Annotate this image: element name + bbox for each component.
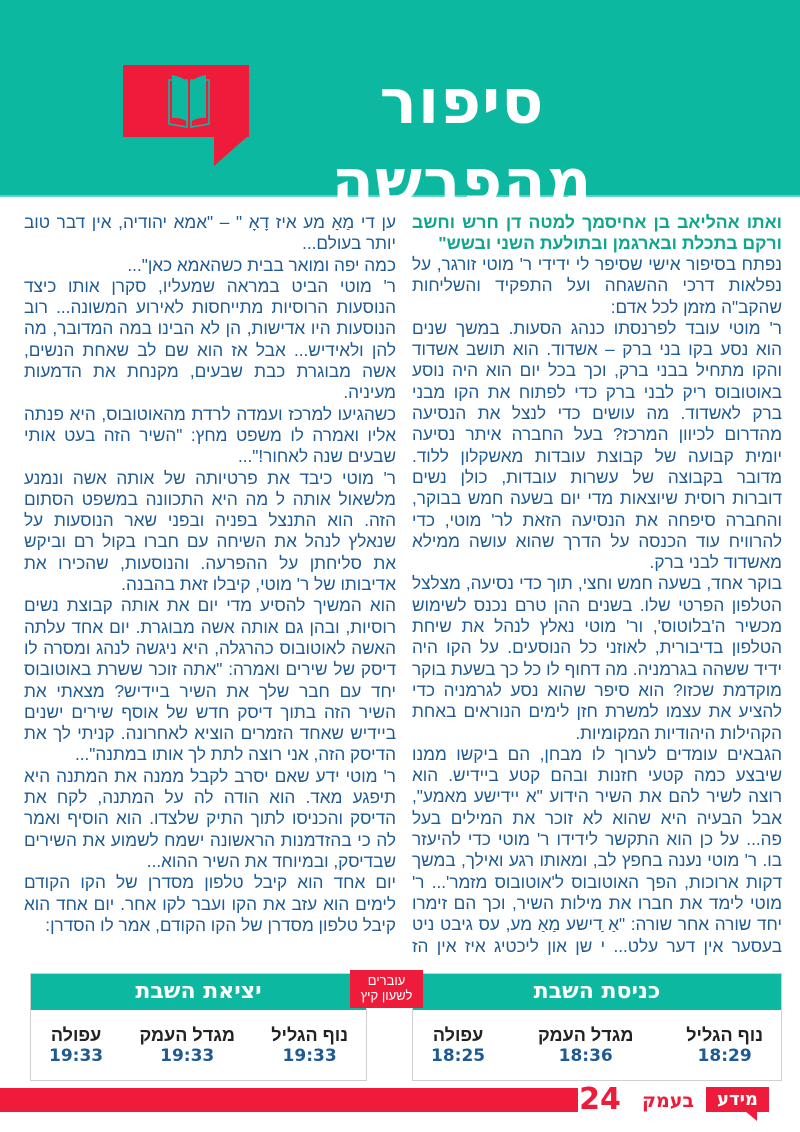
havdalah-times — [30, 973, 367, 1081]
dst-badge-line2: לשעון קיץ — [360, 988, 413, 1003]
dst-badge-line1: עוברים — [367, 973, 406, 988]
havdalah-row — [31, 1010, 366, 1066]
article-paragraph: ר' מוטי כיבד את פרטיותה של אותה אשה ונמנע מלשאול אותה ל מה היא התכוונה במשפט הסתום הזה. הוא התנצל בפניה ובפני שאר הנוסעות על שנאלץ לנהל את השיחה עם חברו בקול רם וביקש את סליחתן על ההפרעה. והנוסעות, שהכירו את אדיבותו של ר' מוטי, קיבלו זאת בהבנה. — [24, 467, 396, 595]
brand-logo-tail — [745, 1111, 757, 1121]
city-time: 19:33 — [49, 1046, 104, 1066]
havdalah-title: יציאת השבת — [31, 974, 366, 1010]
brand-logo-box: מידע — [706, 1087, 769, 1112]
city-name: נוף הגליל — [686, 1025, 763, 1045]
page-title: סיפור מהפרשה — [331, 65, 593, 218]
article-lead-quote: ואתו אהליאב בן אחיסמך למטה דן חרש וחשב ורקם בתכלת ובארגמן ובתולעת השני ובשש" — [412, 212, 782, 253]
candle-lighting-title: כניסת השבת — [413, 974, 781, 1010]
candle-lighting-times — [412, 973, 782, 1081]
city-time: 18:29 — [697, 1046, 752, 1066]
city-time-entry — [686, 1024, 763, 1066]
article-paragraph: בוקר אחד, בשעה חמש וחצי, תוך כדי נסיעה, מצלצל הטלפון הפרטי שלו. בשנים ההן טרם נכנס לשימוש מכשיר ה'בלוטוס', ור' מוטי נאלץ לנהל את שיחת הטלפון בדיבורית, לאוזני כל הנוסעים. על הקו היה ידיד ששהה בגרמניה. מה דחוף לו כל כך בשעת בוקר מוקדמת שכזו? הוא סיפר שהוא נסע לגרמניה כדי להציע את עצמו למשרת חזן לימים הנוראים באחת הקהילות היהודיות המקומיות. — [412, 573, 782, 743]
city-time-entry — [139, 1024, 234, 1066]
city-name: נוף הגליל — [271, 1025, 348, 1045]
article-paragraph: כשהגיעו למרכז ועמדה לרדת מהאוטובוס, היא פנתה אליו ואמרה לו משפט מחץ: "השיר הזה בעט אותי שבעים שנה לאחור!"... — [24, 403, 396, 467]
city-time: 18:25 — [431, 1046, 486, 1066]
city-time: 18:36 — [558, 1046, 613, 1066]
footer-bar — [0, 1088, 580, 1112]
article-paragraph: יום אחד הוא קיבל טלפון מסדרן של הקו הקודם לימים הוא עזב את הקו ועבר לקו אחר. יום אחד הוא קיבל טלפון מסדרן של הקו הקודם, אמר לו הסדרן: — [24, 872, 396, 935]
article-column-left — [24, 212, 396, 936]
city-time-entry — [271, 1024, 348, 1066]
article-paragraph: כמה יפה ומואר בבית כשהאמא כאן"... — [127, 254, 396, 275]
article-paragraph: ר' מוטי הביט במראה שמעליו, סקרן אותו כיצד הנוסעות הרוסיות מתייחסות לאירוע המשונה... רוב הנוסעות היו אדישות, הן לא הבינו במה המדובר, מה להן ולאידיש... אבל אז הוא שם לב שאחת הנשים, אשה מבוגרת כבת שבעים, מקנחת את הדמעות מעיניה. — [24, 275, 396, 403]
brand-name-text: בעמק — [642, 1090, 694, 1112]
city-time-entry — [49, 1024, 103, 1066]
candle-lighting-row — [413, 1010, 781, 1066]
article-column-right — [412, 212, 782, 957]
article-paragraph: נפתח בסיפור אישי שסיפר לי ידידי ר' מוטי זורגר, על נפלאות דרכי ההשגחה ועל התפקיד והשליחות שהקב"ה מזמן לכל אדם: — [412, 254, 782, 317]
city-name: מגדל העמק — [139, 1025, 235, 1045]
dst-badge — [350, 970, 423, 1008]
article-paragraph: הגבאים עומדים לערוך לו מבחן, הם ביקשו ממנו שיבצע כמה קטעי חזנות ובהם קטע ביידיש. הוא רוצה לשיר להם את השיר הידוע "א יידישע מאמע", אבל הבעיה היא שהוא לא זוכר את המילים בעל פה... על כן הוא התקשר לידידו ר' מוטי כדי להיעזר בו. ר' מוטי נענה בחפץ לב, ומאותו רגע ואילך, במשך דקות ארוכות, הפך האוטובוס ל'אוטובוס מזמר'... ר' מוטי לימד את חברו את מילות השיר, וכך הם זימרו יחד שורה אחר שורה: "אַ ַדישע מַאַ מע, עס גיבט ניט בעסער אין דער עלט... י שן און ליכטיג איז אין הז — [412, 743, 782, 956]
city-time: 19:33 — [160, 1046, 215, 1066]
city-name: עפולה — [432, 1025, 484, 1045]
city-time-entry — [431, 1024, 485, 1066]
article-paragraph: ר' מוטי עובד לפרנסתו כנהג הסעות. במשך שנים הוא נסע בקו בני ברק – אשדוד. הוא תושב אשדוד והקו מתחיל בבני ברק, וכך בכל יום הוא היה נוסע באוטובוס ריק לבני ברק כדי לפתוח את הקו מבני ברק לאשדוד. מה עושים כדי לנצל את הנסיעה מהדרום לכיוון המרכז? בעל החברה איתר נסיעה יומית קבועה של קבוצת עובדות מאשקלון ללוד. מדובר בקבוצה של עשרות עובדות, כולן נשים דוברות רוסית שיוצאות מדי יום בשעה חמש בבוקר, והחברה סיפחה את הנסיעה הזאת לר' מוטי, כדי להרוויח עוד הכנסה על הדרך שהוא עושה ממילא מאשדוד לבני ברק. — [412, 317, 782, 573]
article-paragraph: הוא המשיך להסיע מדי יום את אותה קבוצת נשים רוסיות, ובהן גם אותה אשה מבוגרת. יום אחד עלתה האשה לאוטובוס כהרגלה, היא ניגשה לנהג ומסרה לו דיסק של שירים ואמרה: "אתה זוכר ששרת באוטובוס יחד עם חבר שלך את השיר ביידיש? מצאתי את השיר הזה בתוך דיסק חדש של אוסף שירים ישנים ביידיש שאחד הזמרים הוציא לאחרונה. קניתי לך את הדיסק הזה, אני רוצה לתת לך אותו במתנה"... — [24, 595, 396, 765]
city-name: מגדל העמק — [537, 1025, 634, 1045]
city-time: 19:33 — [282, 1046, 337, 1066]
open-book-icon — [166, 72, 212, 130]
article-paragraph: ר' מוטי ידע שאם יסרב לקבל ממנה את המתנה היא תיפגע מאד. הוא הודה לה על המתנה, לקח את הדיסק והכניסו לתוך התיק שלצדו. הוא הוסיף ואמר לה כי בהזדמנות הראשונה ישמח לשמוע את השירים שבדיסק, ובמיוחד את השיר ההוא... — [24, 765, 396, 871]
article-paragraph: ען די מַאַ מע איז דָאָ " – "אמא יהודיה, אין דבר טוב יותר בעולם... — [24, 212, 396, 254]
city-time-entry — [538, 1024, 633, 1066]
city-name: עפולה — [50, 1025, 102, 1045]
page-number: 24 — [579, 1082, 621, 1117]
